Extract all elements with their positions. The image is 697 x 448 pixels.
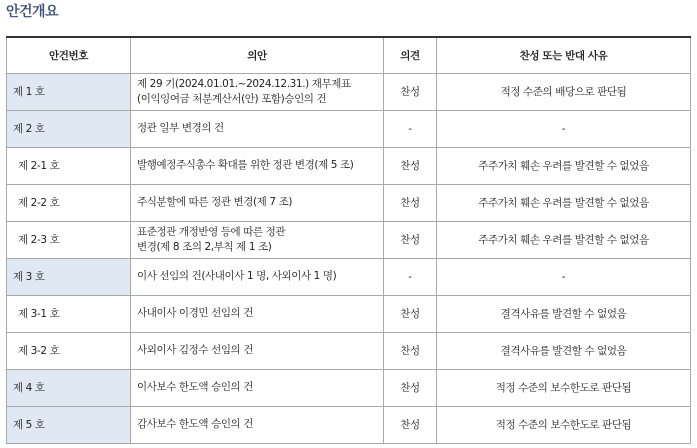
- agenda-number: 제 2-2 호: [7, 184, 131, 221]
- agenda-reason: 주주가치 훼손 우려를 발견할 수 없었음: [437, 221, 691, 258]
- agenda-reason: 결격사유를 발견할 수 없었음: [437, 295, 691, 332]
- header-title: 의안: [131, 37, 384, 73]
- agenda-title: 사외이사 김정수 선임의 건: [131, 332, 384, 369]
- agenda-title: 이사보수 한도액 승인의 건: [131, 369, 384, 406]
- agenda-reason: -: [437, 258, 691, 295]
- agenda-title: 표준정관 개정반영 등에 따른 정관 변경(제 8 조의 2,부칙 제 1 조): [131, 221, 384, 258]
- agenda-title: 감사보수 한도액 승인의 건: [131, 406, 384, 443]
- table-row: [7, 73, 691, 110]
- agenda-reason: 적정 수준의 보수한도로 판단됨: [437, 406, 691, 443]
- agenda-number: 제 4 호: [7, 369, 131, 406]
- agenda-number: 제 2-3 호: [7, 221, 131, 258]
- agenda-reason: 적정 수준의 배당으로 판단됨: [437, 73, 691, 110]
- table-row: [7, 369, 691, 406]
- agenda-title: 사내이사 이경민 선임의 건: [131, 295, 384, 332]
- agenda-title: 제 29 기(2024.01.01.~2024.12.31.) 재무제표 (이익잉여금 처분계산서(안) 포함)승인의 건: [131, 73, 384, 110]
- agenda-opinion: 찬성: [384, 73, 437, 110]
- agenda-number: 제 3-1 호: [7, 295, 131, 332]
- table-row: [7, 406, 691, 443]
- agenda-opinion: -: [384, 258, 437, 295]
- table-body: [7, 73, 691, 443]
- agenda-opinion: 찬성: [384, 184, 437, 221]
- agenda-opinion: 찬성: [384, 369, 437, 406]
- table-row: [7, 295, 691, 332]
- agenda-opinion: 찬성: [384, 147, 437, 184]
- agenda-number: 제 2-1 호: [7, 147, 131, 184]
- table-row: [7, 184, 691, 221]
- table-header-row: [7, 37, 691, 73]
- agenda-number: 제 2 호: [7, 110, 131, 147]
- agenda-opinion: 찬성: [384, 221, 437, 258]
- agenda-opinion: 찬성: [384, 406, 437, 443]
- agenda-number: 제 1 호: [7, 73, 131, 110]
- table-row: [7, 110, 691, 147]
- table-row: [7, 332, 691, 369]
- header-opinion: 의견: [384, 37, 437, 73]
- agenda-title: 주식분할에 따른 정관 변경(제 7 조): [131, 184, 384, 221]
- agenda-number: 제 3 호: [7, 258, 131, 295]
- agenda-reason: 주주가치 훼손 우려를 발견할 수 없었음: [437, 184, 691, 221]
- header-number: 안건번호: [7, 37, 131, 73]
- agenda-reason: 결격사유를 발견할 수 없었음: [437, 332, 691, 369]
- agenda-number: 제 5 호: [7, 406, 131, 443]
- agenda-opinion: 찬성: [384, 295, 437, 332]
- agenda-reason: -: [437, 110, 691, 147]
- agenda-number: 제 3-2 호: [7, 332, 131, 369]
- table-row: [7, 258, 691, 295]
- table-row: [7, 221, 691, 258]
- section-title: 안건개요: [6, 4, 59, 20]
- table-row: [7, 147, 691, 184]
- agenda-title: 정관 일부 변경의 건: [131, 110, 384, 147]
- agenda-title: 발행예정주식총수 확대를 위한 정관 변경(제 5 조): [131, 147, 384, 184]
- agenda-opinion: 찬성: [384, 332, 437, 369]
- agenda-table: [6, 36, 691, 444]
- agenda-title: 이사 선임의 건(사내이사 1 명, 사외이사 1 명): [131, 258, 384, 295]
- agenda-reason: 적정 수준의 보수한도로 판단됨: [437, 369, 691, 406]
- agenda-opinion: -: [384, 110, 437, 147]
- header-reason: 찬성 또는 반대 사유: [437, 37, 691, 73]
- agenda-reason: 주주가치 훼손 우려를 발견할 수 없었음: [437, 147, 691, 184]
